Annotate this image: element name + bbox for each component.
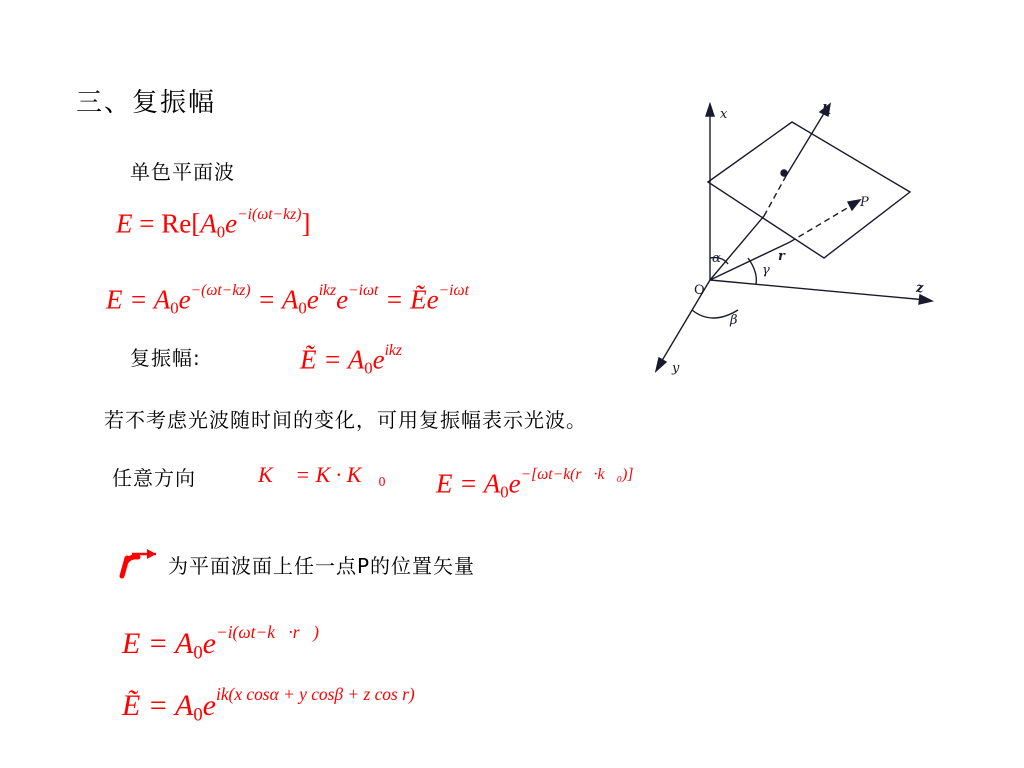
f6-exp: −i(ωt−k⃗·r⃗): [215, 622, 319, 642]
f2-e3: e: [336, 284, 349, 315]
f3-e: e: [372, 344, 385, 375]
f1-close: ]: [301, 208, 311, 239]
f2-exp4: −iωt: [438, 282, 469, 299]
f5-e: e: [508, 468, 521, 499]
any-direction-label: 任意方向: [112, 466, 196, 490]
f5-lhs: E = A: [436, 468, 501, 499]
label-y: y: [672, 361, 680, 376]
f2-e4: e: [426, 284, 439, 315]
f1-e: e: [225, 208, 238, 239]
label-beta: β: [730, 313, 738, 328]
f2-sub-b: 0: [298, 298, 307, 318]
k-plane-intersection: [781, 170, 787, 176]
f2-exp3: −iωt: [348, 282, 379, 299]
f2-exp2: ikz: [318, 282, 337, 299]
r-vector-dashed: [790, 204, 854, 242]
label-r: r: [778, 249, 785, 264]
formula-expansion: [106, 282, 469, 318]
label-z: z: [916, 281, 924, 296]
position-vector-r-icon: [114, 542, 158, 582]
f3-exp: ikz: [384, 342, 402, 359]
f7-sub: 0: [193, 704, 203, 726]
f2-part1: E = A: [106, 284, 171, 315]
f6-e: e: [202, 626, 216, 660]
slide-heading: 三、复振幅: [76, 88, 217, 118]
k-vector-solid-low: [710, 216, 764, 280]
f2-part2: = A: [250, 284, 299, 315]
position-vector-note: 为平面波面上任一点P的位置矢量: [168, 554, 476, 578]
y-axis-arrow: [656, 358, 666, 371]
f2-exp1: −(ωt−kz): [190, 282, 251, 299]
monochromatic-label: 单色平面波: [130, 160, 235, 184]
f1-exp: −i(ωt−kz): [237, 206, 302, 223]
formula-any-direction: [436, 466, 633, 502]
f1-A: A: [200, 208, 217, 239]
f5-exp: −[ωt−k(r⃗·k⃗₀)]: [520, 466, 634, 483]
f1-eq: = Re[: [132, 208, 201, 239]
label-x: x: [720, 107, 728, 122]
f2-sub-a: 0: [170, 298, 179, 318]
formula-general-wave: [122, 622, 319, 664]
f6-lhs: E = A: [122, 626, 194, 660]
r-vector-arrow: [848, 200, 860, 210]
f1-sub: 0: [216, 222, 226, 242]
formula-wave-vector: [258, 462, 385, 490]
formula-direction-cosines: [122, 684, 415, 726]
f2-e1: e: [178, 284, 191, 315]
statement-text: 若不考虑光波随时间的变化，可用复振幅表示光波。: [104, 408, 587, 432]
formula-real-part: [116, 206, 310, 242]
label-P: P: [860, 195, 869, 210]
wavefront-plane: [708, 122, 910, 258]
f6-sub: 0: [193, 642, 203, 664]
complex-amplitude-label: 复振幅:: [130, 346, 201, 370]
label-gamma: γ: [762, 263, 770, 278]
f3-lhs: Ẽ = A: [300, 344, 365, 375]
label-k: k: [822, 103, 832, 118]
f2-part3: = Ẽ: [378, 284, 427, 315]
k-vector-dashed: [764, 176, 786, 216]
label-alpha: α: [712, 251, 721, 266]
f3-sub: 0: [364, 358, 373, 378]
z-axis-arrow: [919, 295, 932, 304]
f4-lhs: K⃗ = K · K⃗: [258, 462, 379, 487]
k-vector-solid-high: [786, 110, 826, 176]
z-axis: [710, 280, 926, 300]
f7-lhs: Ẽ = A: [122, 688, 194, 722]
f1-E: E: [116, 208, 133, 239]
f7-exp: ik(x cosα + y cosβ + z cos r): [215, 684, 415, 704]
x-axis-arrow: [706, 104, 714, 116]
f4-sub: 0: [378, 474, 386, 490]
label-O: O: [694, 283, 705, 298]
f5-sub: 0: [500, 482, 509, 502]
formula-complex-amplitude: [300, 342, 402, 378]
coordinate-diagram: [640, 96, 940, 380]
f7-e: e: [202, 688, 216, 722]
f2-e2: e: [306, 284, 319, 315]
